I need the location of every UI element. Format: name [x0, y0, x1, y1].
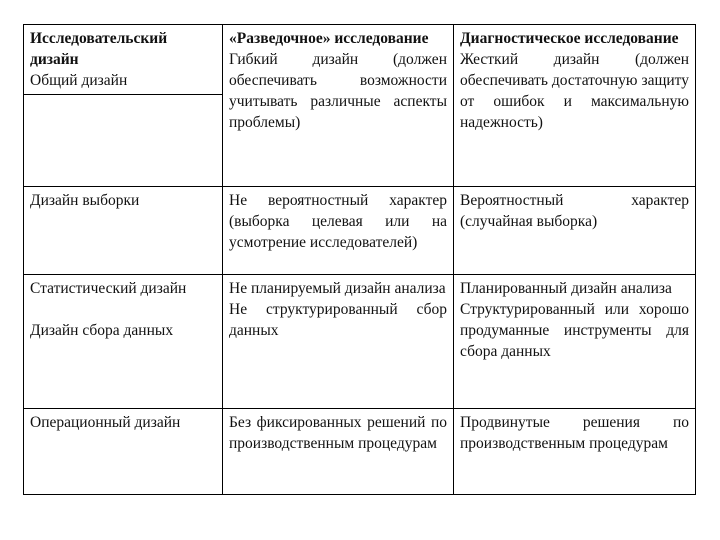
header-exploratory-research: «Разведочное» исследование	[229, 30, 429, 47]
diagnostic-collection-text: Структурированный или хорошо продуманные инструменты для сбора данных	[460, 301, 689, 360]
row-label-data-collection-design: Дизайн сбора данных	[30, 322, 174, 339]
diagnostic-operational-text: Продвинутые решения по производственным процедурам	[460, 414, 689, 452]
table-header-row	[24, 25, 696, 95]
cell-exploratory-sample	[223, 187, 454, 275]
cell-diagnostic-general	[454, 25, 696, 187]
row-label-sample-design: Дизайн выборки	[30, 192, 140, 209]
cell-diagnostic-sample	[454, 187, 696, 275]
header-cell-research-design	[24, 25, 223, 95]
cell-exploratory-stat-collection	[223, 275, 454, 409]
cell-operational-label	[24, 409, 223, 495]
row-label-statistical-design: Статистический дизайн	[30, 280, 187, 297]
cell-general-spacer	[24, 95, 223, 187]
cell-stat-collection-labels	[24, 275, 223, 409]
table-row-operational-design	[24, 409, 696, 495]
row-label-operational-design: Операционный дизайн	[30, 414, 181, 431]
diagnostic-general-text: Жесткий дизайн (должен обеспечивать достаточную защиту от ошибок и максимальную надежность)	[460, 51, 689, 131]
exploratory-general-text: Гибкий дизайн (должен обеспечивать возможности учитывать различные аспекты проблемы)	[229, 51, 447, 131]
cell-diagnostic-operational	[454, 409, 696, 495]
diagnostic-sample-text: Вероятностный характер (случайная выборка)	[460, 192, 689, 230]
cell-diagnostic-stat-collection	[454, 275, 696, 409]
header-diagnostic-research: Диагностическое исследование	[460, 30, 679, 47]
header-research-design: Исследовательский дизайн	[30, 30, 168, 68]
cell-exploratory-operational	[223, 409, 454, 495]
table-row-statistical-collection	[24, 275, 696, 409]
table-row-sample-design	[24, 187, 696, 275]
diagnostic-statistical-text: Планированный дизайн анализа	[460, 280, 672, 297]
cell-exploratory-general	[223, 25, 454, 187]
cell-sample-label	[24, 187, 223, 275]
exploratory-operational-text: Без фиксированных решений по производственным процедурам	[229, 414, 447, 452]
document-page	[23, 24, 695, 495]
comparison-table	[23, 24, 696, 495]
exploratory-sample-text: Не вероятностный характер (выборка целевая или на усмотрение исследователей)	[229, 192, 447, 251]
exploratory-statistical-text: Не планируемый дизайн анализа	[229, 280, 446, 297]
exploratory-collection-text: Не структурированный сбор данных	[229, 301, 447, 339]
row-label-general-design: Общий дизайн	[30, 72, 128, 89]
